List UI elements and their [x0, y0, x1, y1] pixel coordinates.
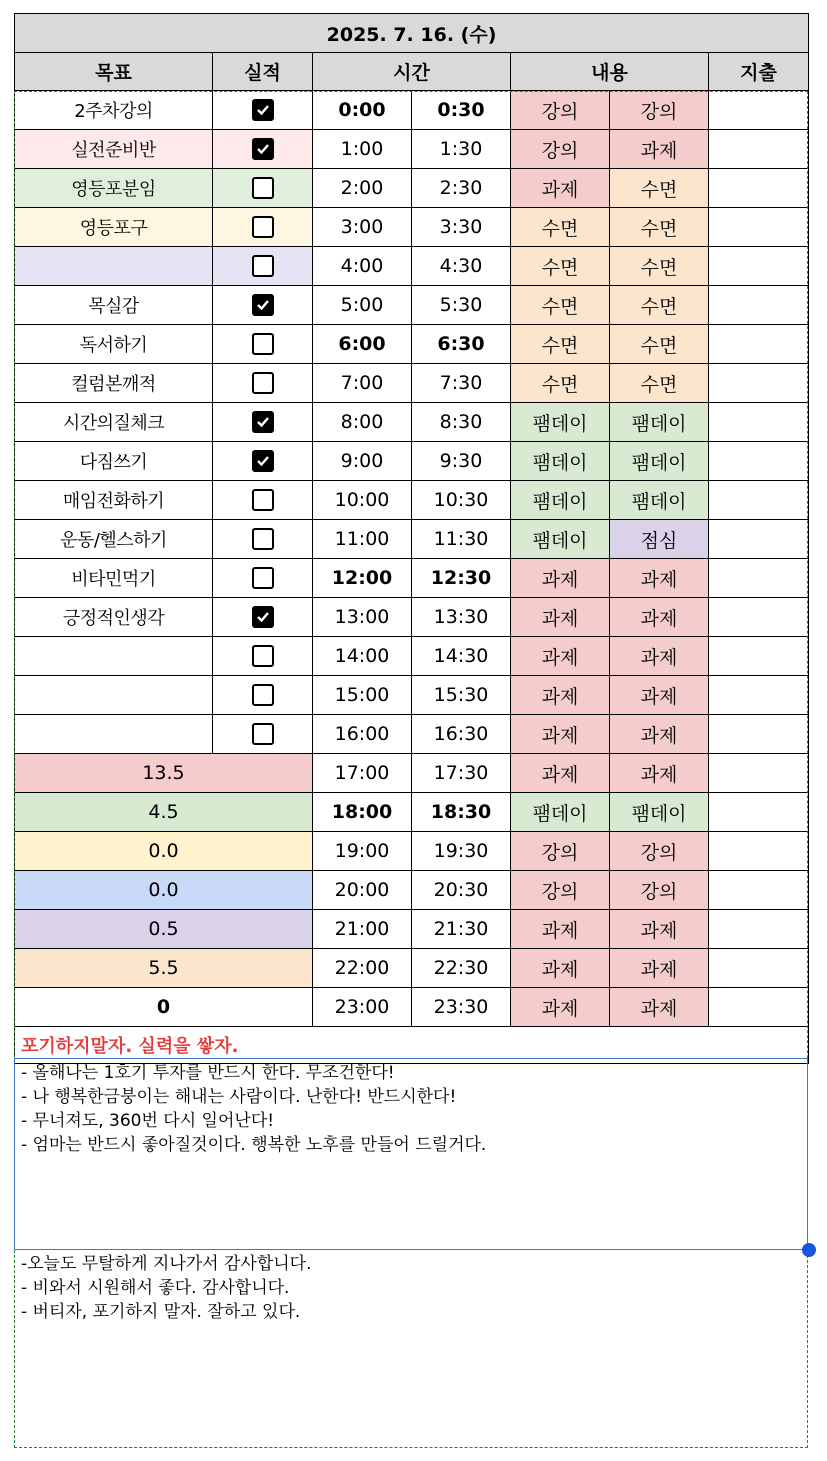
schedule-row: [15, 130, 809, 169]
schedule-row: [15, 481, 809, 520]
time-end-cell[interactable]: 22:30: [412, 949, 511, 988]
content-cell[interactable]: 강의: [610, 871, 709, 910]
note-line: - 비와서 시원해서 좋다. 감사합니다.: [21, 1278, 290, 1298]
schedule-row: [15, 715, 809, 754]
time-end-cell[interactable]: 4:30: [412, 247, 511, 286]
header-expense[interactable]: 지출: [709, 53, 809, 91]
time-start-cell[interactable]: 3:00: [313, 208, 412, 247]
time-end-cell[interactable]: 11:30: [412, 520, 511, 559]
result-cell[interactable]: [213, 130, 313, 169]
summary-cell[interactable]: 0.0: [15, 871, 313, 910]
time-start-cell[interactable]: 5:00: [313, 286, 412, 325]
time-start-cell[interactable]: 6:00: [313, 325, 412, 364]
content-cell[interactable]: 과제: [610, 754, 709, 793]
note-line: - 올해나는 1호기 투자를 반드시 한다. 무조건한다!: [21, 1063, 395, 1083]
unchecked-checkbox[interactable]: [252, 177, 274, 199]
content-cell[interactable]: 수면: [610, 286, 709, 325]
checked-checkbox[interactable]: [252, 138, 274, 160]
expense-cell[interactable]: [709, 793, 809, 832]
content-cell[interactable]: 수면: [511, 364, 610, 403]
result-cell[interactable]: [213, 325, 313, 364]
goal-cell[interactable]: 영등포분임: [15, 169, 213, 208]
content-cell[interactable]: 강의: [610, 91, 709, 130]
result-cell[interactable]: [213, 286, 313, 325]
content-cell[interactable]: 과제: [511, 598, 610, 637]
goal-cell[interactable]: [15, 247, 213, 286]
content-cell[interactable]: 수면: [610, 208, 709, 247]
result-cell[interactable]: [213, 91, 313, 130]
unchecked-checkbox[interactable]: [252, 528, 274, 550]
time-end-cell[interactable]: 7:30: [412, 364, 511, 403]
expense-cell[interactable]: [709, 676, 809, 715]
checked-checkbox[interactable]: [252, 99, 274, 121]
expense-cell[interactable]: [709, 169, 809, 208]
goal-cell[interactable]: [15, 715, 213, 754]
content-cell[interactable]: 과제: [610, 988, 709, 1027]
expense-cell[interactable]: [709, 403, 809, 442]
time-start-cell[interactable]: 12:00: [313, 559, 412, 598]
expense-cell[interactable]: [709, 520, 809, 559]
schedule-row: [15, 325, 809, 364]
content-cell[interactable]: 강의: [511, 91, 610, 130]
note-line: - 나 행복한금붕이는 해내는 사람이다. 난한다! 반드시한다!: [21, 1087, 457, 1107]
time-start-cell[interactable]: 8:00: [313, 403, 412, 442]
checked-checkbox[interactable]: [252, 294, 274, 316]
note-line: - 무너져도, 360번 다시 일어난다!: [21, 1111, 275, 1131]
schedule-row: [15, 559, 809, 598]
content-cell[interactable]: 팸데이: [511, 520, 610, 559]
time-start-cell[interactable]: 22:00: [313, 949, 412, 988]
content-cell[interactable]: 강의: [511, 832, 610, 871]
time-end-cell[interactable]: 8:30: [412, 403, 511, 442]
time-start-cell[interactable]: 23:00: [313, 988, 412, 1027]
result-cell[interactable]: [213, 559, 313, 598]
content-cell[interactable]: 팸데이: [511, 481, 610, 520]
unchecked-checkbox[interactable]: [252, 645, 274, 667]
goal-cell[interactable]: [15, 676, 213, 715]
content-cell[interactable]: 수면: [511, 247, 610, 286]
expense-cell[interactable]: [709, 754, 809, 793]
goal-cell[interactable]: 시간의질체크: [15, 403, 213, 442]
time-end-cell[interactable]: 5:30: [412, 286, 511, 325]
expense-cell[interactable]: [709, 286, 809, 325]
schedule-row: [15, 169, 809, 208]
header-goal[interactable]: 목표: [15, 53, 213, 91]
time-start-cell[interactable]: 20:00: [313, 871, 412, 910]
check-icon: [256, 298, 270, 312]
content-cell[interactable]: 팸데이: [511, 442, 610, 481]
expense-cell[interactable]: [709, 637, 809, 676]
schedule-row: [15, 949, 809, 988]
result-cell[interactable]: [213, 247, 313, 286]
expense-cell[interactable]: [709, 481, 809, 520]
time-end-cell[interactable]: 12:30: [412, 559, 511, 598]
gratitude-notes[interactable]: [14, 1250, 808, 1448]
time-start-cell[interactable]: 21:00: [313, 910, 412, 949]
content-cell[interactable]: 과제: [511, 910, 610, 949]
time-start-cell[interactable]: 19:00: [313, 832, 412, 871]
schedule-row: [15, 988, 809, 1027]
time-start-cell[interactable]: 2:00: [313, 169, 412, 208]
header-result[interactable]: 실적: [213, 53, 313, 91]
unchecked-checkbox[interactable]: [252, 333, 274, 355]
expense-cell[interactable]: [709, 832, 809, 871]
affirmation-notes[interactable]: [14, 1058, 808, 1250]
time-end-cell[interactable]: 1:30: [412, 130, 511, 169]
expense-cell[interactable]: [709, 715, 809, 754]
schedule-row: [15, 403, 809, 442]
unchecked-checkbox[interactable]: [252, 567, 274, 589]
summary-cell[interactable]: 0.0: [15, 832, 313, 871]
check-icon: [256, 415, 270, 429]
content-cell[interactable]: 팸데이: [610, 403, 709, 442]
schedule-row: [15, 598, 809, 637]
content-cell[interactable]: 과제: [511, 637, 610, 676]
expense-cell[interactable]: [709, 442, 809, 481]
time-start-cell[interactable]: 0:00: [313, 91, 412, 130]
checked-checkbox[interactable]: [252, 606, 274, 628]
content-cell[interactable]: 수면: [511, 286, 610, 325]
check-icon: [256, 454, 270, 468]
time-end-cell[interactable]: 15:30: [412, 676, 511, 715]
time-start-cell[interactable]: 9:00: [313, 442, 412, 481]
summary-cell[interactable]: 0.5: [15, 910, 313, 949]
content-cell[interactable]: 수면: [610, 325, 709, 364]
schedule-row: [15, 754, 809, 793]
time-end-cell[interactable]: 20:30: [412, 871, 511, 910]
goal-cell[interactable]: 컬럼본깨적: [15, 364, 213, 403]
schedule-row: [15, 871, 809, 910]
result-cell[interactable]: [213, 520, 313, 559]
result-cell[interactable]: [213, 442, 313, 481]
time-end-cell[interactable]: 3:30: [412, 208, 511, 247]
goal-cell[interactable]: 긍정적인생각: [15, 598, 213, 637]
schedule-row: [15, 832, 809, 871]
goal-cell[interactable]: 매임전화하기: [15, 481, 213, 520]
time-start-cell[interactable]: 16:00: [313, 715, 412, 754]
time-start-cell[interactable]: 14:00: [313, 637, 412, 676]
content-cell[interactable]: 팸데이: [610, 442, 709, 481]
goal-cell[interactable]: [15, 637, 213, 676]
content-cell[interactable]: 과제: [511, 988, 610, 1027]
content-cell[interactable]: 수면: [610, 247, 709, 286]
time-end-cell[interactable]: 10:30: [412, 481, 511, 520]
result-cell[interactable]: [213, 637, 313, 676]
content-cell[interactable]: 수면: [511, 325, 610, 364]
content-cell[interactable]: 과제: [511, 754, 610, 793]
result-cell[interactable]: [213, 676, 313, 715]
note-line: - 버티자, 포기하지 말자. 잘하고 있다.: [21, 1302, 301, 1322]
time-end-cell[interactable]: 17:30: [412, 754, 511, 793]
time-start-cell[interactable]: 18:00: [313, 793, 412, 832]
content-cell[interactable]: 과제: [610, 598, 709, 637]
goal-cell[interactable]: 목실감: [15, 286, 213, 325]
unchecked-checkbox[interactable]: [252, 723, 274, 745]
schedule-row: [15, 637, 809, 676]
expense-cell[interactable]: [709, 598, 809, 637]
expense-cell[interactable]: [709, 247, 809, 286]
schedule-row: [15, 247, 809, 286]
time-end-cell[interactable]: 16:30: [412, 715, 511, 754]
result-cell[interactable]: [213, 169, 313, 208]
header-time[interactable]: 시간: [313, 53, 511, 91]
result-cell[interactable]: [213, 208, 313, 247]
result-cell[interactable]: [213, 403, 313, 442]
time-start-cell[interactable]: 4:00: [313, 247, 412, 286]
schedule-row: [15, 91, 809, 130]
time-end-cell[interactable]: 19:30: [412, 832, 511, 871]
expense-cell[interactable]: [709, 130, 809, 169]
summary-cell[interactable]: 0: [15, 988, 313, 1027]
content-cell[interactable]: 수면: [610, 364, 709, 403]
result-cell[interactable]: [213, 364, 313, 403]
schedule-row: [15, 442, 809, 481]
goal-cell[interactable]: 비타민먹기: [15, 559, 213, 598]
schedule-row: [15, 520, 809, 559]
expense-cell[interactable]: [709, 325, 809, 364]
content-cell[interactable]: 과제: [610, 130, 709, 169]
expense-cell[interactable]: [709, 91, 809, 130]
expense-cell[interactable]: [709, 910, 809, 949]
content-cell[interactable]: 팸데이: [610, 793, 709, 832]
unchecked-checkbox[interactable]: [252, 372, 274, 394]
schedule-row: [15, 910, 809, 949]
header-content[interactable]: 내용: [511, 53, 709, 91]
check-icon: [256, 103, 270, 117]
content-cell[interactable]: 과제: [511, 169, 610, 208]
time-start-cell[interactable]: 17:00: [313, 754, 412, 793]
time-start-cell[interactable]: 1:00: [313, 130, 412, 169]
time-end-cell[interactable]: 18:30: [412, 793, 511, 832]
time-end-cell[interactable]: 21:30: [412, 910, 511, 949]
goal-cell[interactable]: 다짐쓰기: [15, 442, 213, 481]
schedule-row: [15, 286, 809, 325]
goal-cell[interactable]: 실전준비반: [15, 130, 213, 169]
checked-checkbox[interactable]: [252, 450, 274, 472]
content-cell[interactable]: 과제: [511, 676, 610, 715]
schedule-row: [15, 793, 809, 832]
content-cell[interactable]: 팸데이: [511, 793, 610, 832]
time-start-cell[interactable]: 11:00: [313, 520, 412, 559]
content-cell[interactable]: 수면: [610, 169, 709, 208]
expense-cell[interactable]: [709, 949, 809, 988]
content-cell[interactable]: 과제: [511, 559, 610, 598]
content-cell[interactable]: 강의: [511, 130, 610, 169]
schedule-row: [15, 676, 809, 715]
time-end-cell[interactable]: 13:30: [412, 598, 511, 637]
result-cell[interactable]: [213, 481, 313, 520]
content-cell[interactable]: 강의: [610, 832, 709, 871]
goal-cell[interactable]: 2주차강의: [15, 91, 213, 130]
schedule-row: [15, 208, 809, 247]
time-end-cell[interactable]: 23:30: [412, 988, 511, 1027]
planner-sheet: [14, 13, 808, 1322]
motto-cell[interactable]: 포기하지말자. 실력을 쌓자.: [15, 1027, 809, 1064]
content-cell[interactable]: 과제: [610, 949, 709, 988]
unchecked-checkbox[interactable]: [252, 255, 274, 277]
time-start-cell[interactable]: 15:00: [313, 676, 412, 715]
content-cell[interactable]: 강의: [511, 871, 610, 910]
summary-cell[interactable]: 13.5: [15, 754, 313, 793]
expense-cell[interactable]: [709, 871, 809, 910]
content-cell[interactable]: 팸데이: [610, 481, 709, 520]
check-icon: [256, 610, 270, 624]
content-cell[interactable]: 과제: [610, 637, 709, 676]
date-title[interactable]: 2025. 7. 16. (수): [15, 14, 809, 53]
note-line: - 엄마는 반드시 좋아질것이다. 행복한 노후를 만들어 드릴거다.: [21, 1135, 487, 1155]
goal-cell[interactable]: 영등포구: [15, 208, 213, 247]
time-end-cell[interactable]: 9:30: [412, 442, 511, 481]
summary-cell[interactable]: 5.5: [15, 949, 313, 988]
goal-cell[interactable]: 운동/헬스하기: [15, 520, 213, 559]
content-cell[interactable]: 과제: [610, 715, 709, 754]
expense-cell[interactable]: [709, 559, 809, 598]
time-start-cell[interactable]: 10:00: [313, 481, 412, 520]
content-cell[interactable]: 과제: [610, 910, 709, 949]
planner-table: [14, 13, 809, 1064]
content-cell[interactable]: 과제: [610, 559, 709, 598]
unchecked-checkbox[interactable]: [252, 684, 274, 706]
unchecked-checkbox[interactable]: [252, 489, 274, 511]
time-end-cell[interactable]: 6:30: [412, 325, 511, 364]
content-cell[interactable]: 수면: [511, 208, 610, 247]
content-cell[interactable]: 과제: [610, 676, 709, 715]
summary-cell[interactable]: 4.5: [15, 793, 313, 832]
content-cell[interactable]: 과제: [511, 715, 610, 754]
check-icon: [256, 142, 270, 156]
schedule-row: [15, 364, 809, 403]
time-end-cell[interactable]: 2:30: [412, 169, 511, 208]
result-cell[interactable]: [213, 715, 313, 754]
time-start-cell[interactable]: 7:00: [313, 364, 412, 403]
time-end-cell[interactable]: 0:30: [412, 91, 511, 130]
goal-cell[interactable]: 독서하기: [15, 325, 213, 364]
expense-cell[interactable]: [709, 988, 809, 1027]
checked-checkbox[interactable]: [252, 411, 274, 433]
unchecked-checkbox[interactable]: [252, 216, 274, 238]
content-cell[interactable]: 점심: [610, 520, 709, 559]
note-line: -오늘도 무탈하게 지나가서 감사합니다.: [21, 1254, 312, 1274]
content-cell[interactable]: 과제: [511, 949, 610, 988]
expense-cell[interactable]: [709, 364, 809, 403]
time-end-cell[interactable]: 14:30: [412, 637, 511, 676]
result-cell[interactable]: [213, 598, 313, 637]
time-start-cell[interactable]: 13:00: [313, 598, 412, 637]
expense-cell[interactable]: [709, 208, 809, 247]
content-cell[interactable]: 팸데이: [511, 403, 610, 442]
